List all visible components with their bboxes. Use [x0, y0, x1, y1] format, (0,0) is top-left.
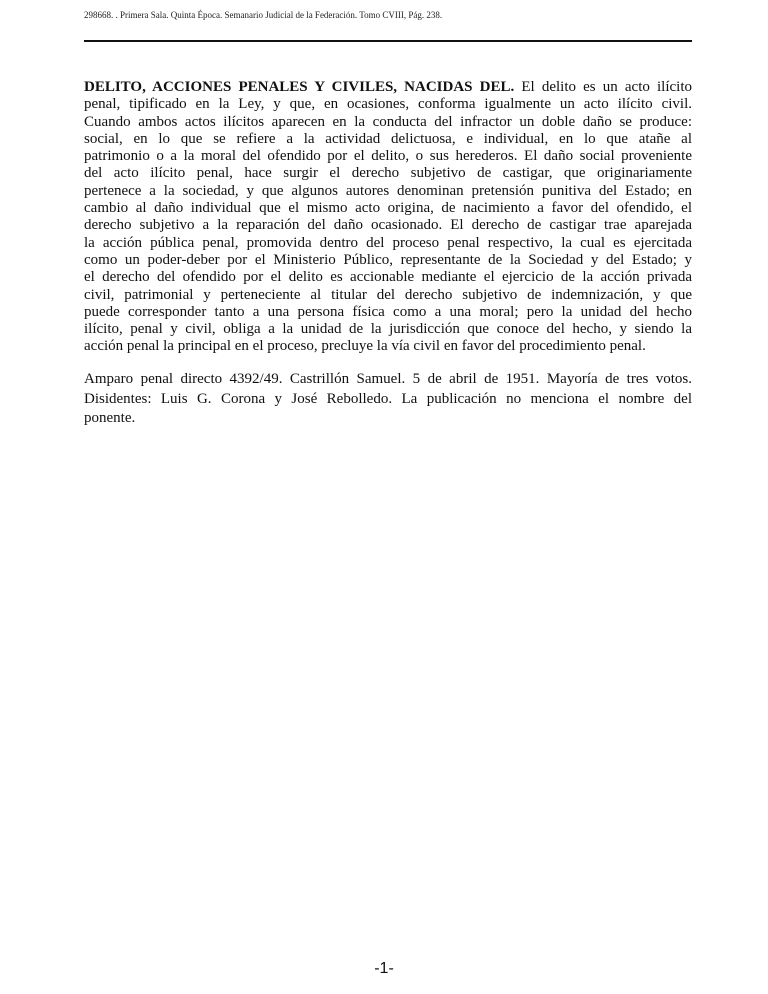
- body-line: cambio al daño individual que el mismo acto origina, de nacimiento a favor del ofendido, el: [84, 200, 692, 217]
- body-line: penal, tipificado en la Ley, y que, en ocasiones, conforma igualmente un acto ilícito civil.: [84, 96, 692, 113]
- page-header: 298668. . Primera Sala. Quinta Época. Semanario Judicial de la Federación. Tomo CVIII, Pág. 238.: [84, 10, 443, 20]
- body-line: Cuando ambos actos ilícitos aparecen en la conducta del infractor un doble daño se produce:: [84, 113, 692, 130]
- body-line: puede corresponder tanto a una persona física como a una moral; pero la unidad del hecho: [84, 303, 692, 320]
- body-line: del acto ilícito penal, hace surgir el derecho subjetivo de castigar, que originariamente: [84, 165, 692, 182]
- body-line: patrimonio o a la moral del ofendido por el delito, o sus herederos. El daño social proveniente: [84, 148, 692, 165]
- body-line: como un poder-deber por el Ministerio Público, representante de la Sociedad y del Estado; y: [84, 251, 692, 268]
- body-line: el derecho del ofendido por el delito es accionable mediante el ejercicio de la acción privada: [84, 269, 692, 286]
- body-line: ilícito, penal y civil, obliga a la unidad de la jurisdicción que conoce del hecho, y siendo la: [84, 321, 692, 338]
- body-line: civil, patrimonial y perteneciente al titular del derecho subjetivo de indemnización, y que: [84, 286, 692, 303]
- body-line: pertenece a la sociedad, y que algunos autores denominan pretensión punitiva del Estado; en: [84, 182, 692, 199]
- citation-line: Disidentes: Luis G. Corona y José Rebolledo. La publicación no menciona el nombre del: [84, 390, 692, 407]
- citation: [84, 370, 692, 429]
- body-line: [84, 79, 692, 96]
- body-line: derecho subjetivo a la reparación del daño ocasionado. El derecho de castigar trae aparejada: [84, 217, 692, 234]
- page-number: -1-: [374, 960, 394, 977]
- thesis-body: [84, 79, 692, 356]
- citation-line: ponente.: [84, 410, 136, 426]
- thesis-title: DELITO, ACCIONES PENALES Y CIVILES, NACIDAS DEL.: [84, 79, 515, 95]
- body-line: acción penal la principal en el proceso, precluye la vía civil en favor del procedimiento penal.: [84, 338, 646, 355]
- body-line: social, en lo que se refiere a la actividad delictuosa, e individual, en lo que atañe al: [84, 130, 692, 147]
- citation-line: Amparo penal directo 4392/49. Castrillón Samuel. 5 de abril de 1951. Mayoría de tres votos.: [84, 371, 692, 387]
- body-line: la acción pública penal, promovida dentro del proceso penal respectivo, la cual es ejercitada: [84, 234, 692, 251]
- header-divider: [84, 40, 692, 42]
- body-line-text: El delito es un acto ilícito: [514, 79, 692, 95]
